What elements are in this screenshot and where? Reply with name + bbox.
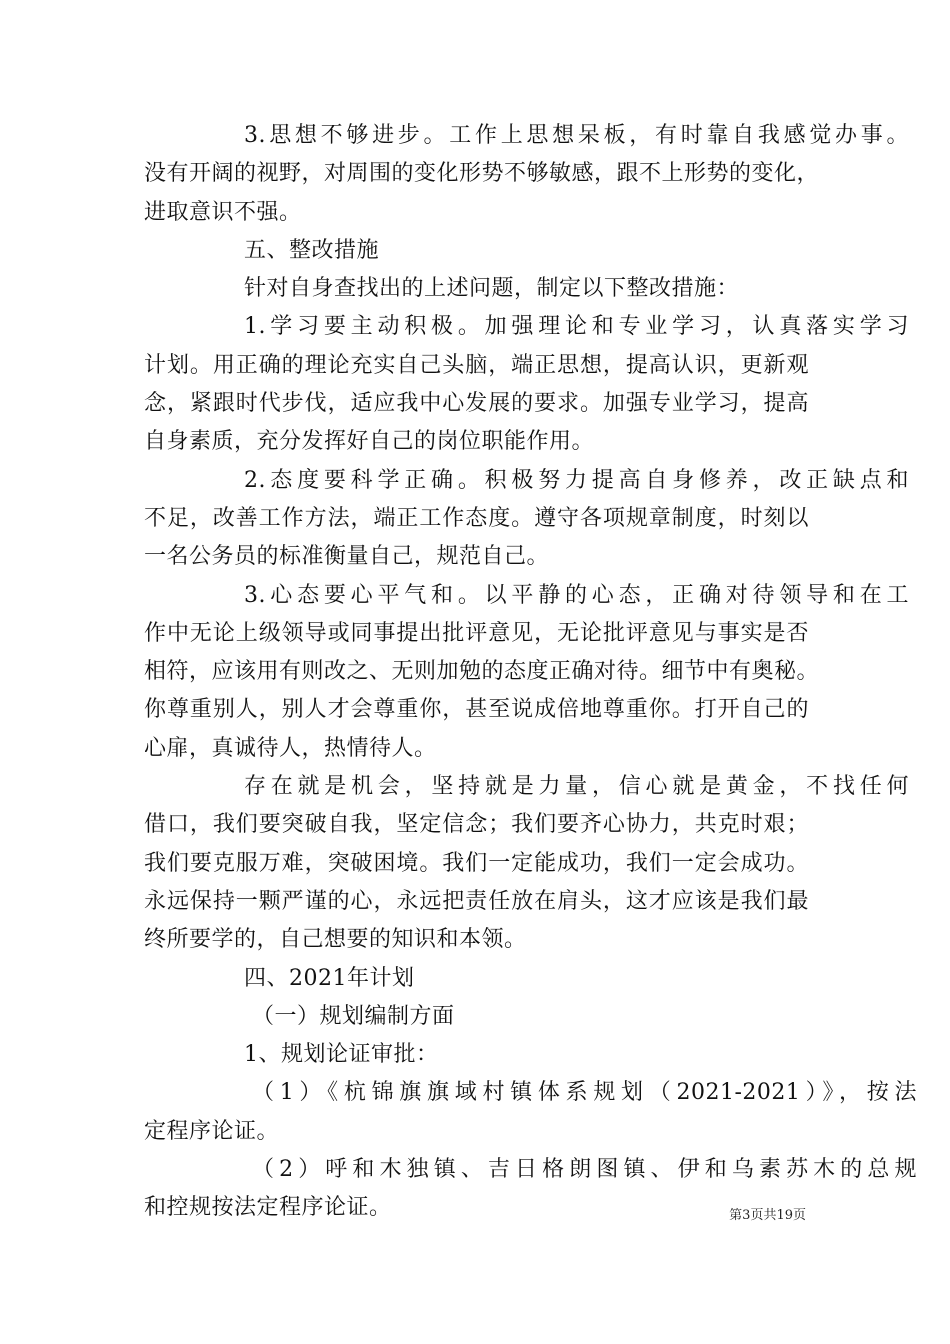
paragraph-line: 一名公务员的标准衡量自己，规范自己。 [144, 544, 550, 570]
paragraph-line: 存在就是机会，坚持就是力量，信心就是黄金，不找任何 [244, 774, 909, 800]
paragraph-line: 3.思想不够进步。工作上思想呆板，有时靠自我感觉办事。 [244, 123, 909, 148]
paragraph-line: 相符，应该用有则改之、无则加勉的态度正确对待。细节中有奥秘。 [144, 659, 820, 685]
paragraph-line: 计划。用正确的理论充实自己头脑，端正思想，提高认识，更新观 [144, 352, 809, 378]
subsection-heading: 1、规划论证审批： [244, 1042, 439, 1068]
paragraph-line: 终所要学的，自己想要的知识和本领。 [144, 927, 527, 953]
subsection-heading: （一）规划编制方面 [252, 1003, 455, 1029]
paragraph-line: 没有开阔的视野，对周围的变化形势不够敏感，跟不上形势的变化， [144, 161, 820, 187]
paragraph-line: 不足，改善工作方法，端正工作态度。遵守各项规章制度，时刻以 [144, 505, 809, 531]
paragraph-line: 心扉，真诚待人，热情待人。 [144, 735, 437, 761]
paragraph-line: 念，紧跟时代步伐，适应我中心发展的要求。加强专业学习，提高 [144, 391, 809, 417]
page-number-footer: 第3页共19页 [729, 1208, 806, 1223]
paragraph-line: 2.态度要科学正确。积极努力提高自身修养，改正缺点和 [244, 467, 909, 493]
paragraph-line: 你尊重别人，别人才会尊重你，甚至说成倍地尊重你。打开自己的 [144, 697, 809, 723]
paragraph-line: 定程序论证。 [144, 1118, 280, 1144]
document-body [144, 117, 917, 1228]
paragraph-line: 和控规按法定程序论证。 [144, 1195, 392, 1221]
paragraph-line: 进取意识不强。 [144, 199, 302, 225]
paragraph-line: 永远保持一颗严谨的心，永远把责任放在肩头，这才应该是我们最 [144, 888, 809, 914]
paragraph-line: （2）呼和木独镇、吉日格朗图镇、伊和乌素苏木的总规 [252, 1157, 917, 1183]
paragraph-line: 针对自身查找出的上述问题，制定以下整改措施： [244, 276, 740, 302]
paragraph-line: 作中无论上级领导或同事提出批评意见，无论批评意见与事实是否 [144, 620, 809, 646]
paragraph-line: 1.学习要主动积极。加强理论和专业学习，认真落实学习 [244, 314, 909, 340]
paragraph-line: （1）《杭锦旗旗域村镇体系规划（2021-2021）》，按法 [252, 1080, 917, 1106]
section-heading: 五、整改措施 [244, 237, 380, 263]
paragraph-line: 我们要克服万难，突破困境。我们一定能成功，我们一定会成功。 [144, 850, 809, 876]
section-heading: 四、2021年计划 [244, 965, 415, 991]
paragraph-line: 3.心态要心平气和。以平静的心态，正确对待领导和在工 [244, 582, 909, 608]
paragraph-line: 借口，我们要突破自我，坚定信念；我们要齐心协力，共克时艰； [144, 812, 809, 838]
paragraph-line: 自身素质，充分发挥好自己的岗位职能作用。 [144, 429, 595, 455]
